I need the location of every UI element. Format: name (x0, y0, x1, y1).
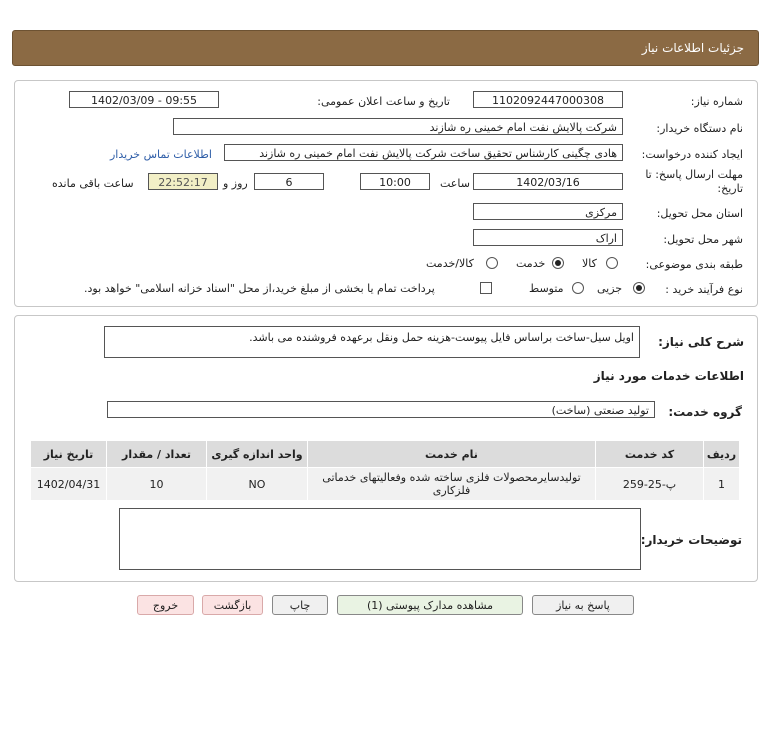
col-unit: واحد اندازه گیری (207, 441, 308, 468)
page-header (12, 30, 759, 66)
cell-need-date: 1402/04/31 (31, 468, 107, 501)
buyer-contact-link[interactable]: اطلاعات تماس خریدار (110, 148, 212, 161)
summary-label: شرح کلی نیاز: (658, 335, 744, 349)
service-group-field: تولید صنعتی (ساخت) (107, 401, 655, 418)
reply-button[interactable]: پاسخ به نیاز (532, 595, 634, 615)
summary-field: اویل سیل-ساخت براساس فایل پیوست-هزینه حمل ونقل برعهده فروشنده می باشد. (104, 326, 640, 358)
announce-date-field: 1402/03/09 - 09:55 (69, 91, 219, 108)
col-service-name: نام خدمت (308, 441, 596, 468)
category-radio-goods-service[interactable] (486, 257, 498, 269)
cell-row: 1 (704, 468, 740, 501)
deadline-time-label: ساعت (440, 177, 470, 190)
view-documents-button[interactable]: مشاهده مدارک پیوستی (1) (337, 595, 523, 615)
table-header-row (31, 441, 740, 468)
buyer-org-label: نام دستگاه خریدار: (656, 122, 743, 135)
province-field: مرکزی (473, 203, 623, 220)
category-option-goods: کالا (582, 257, 597, 270)
buyer-notes-label: توضیحات خریدار: (640, 533, 742, 547)
creator-label: ایجاد کننده درخواست: (641, 148, 743, 161)
treasury-payment-note: پرداخت تمام یا بخشی از مبلغ خرید،از محل "اسناد خزانه اسلامی" خواهد بود. (84, 282, 435, 295)
col-row: ردیف (704, 441, 740, 468)
creator-field: هادی چگینی کارشناس تحقیق ساخت شرکت پالایش نفت امام خمینی ره شازند (224, 144, 623, 161)
need-number-label: شماره نیاز: (690, 95, 743, 108)
category-label: طبقه بندی موضوعی: (645, 258, 743, 271)
col-quantity: تعداد / مقدار (107, 441, 207, 468)
services-section-title: اطلاعات خدمات مورد نیاز (593, 369, 744, 383)
print-button[interactable]: چاپ (272, 595, 328, 615)
deadline-label: مهلت ارسال پاسخ: تا تاریخ: (645, 168, 743, 195)
col-service-code: کد خدمت (596, 441, 704, 468)
col-need-date: تاریخ نیاز (31, 441, 107, 468)
city-label: شهر محل تحویل: (663, 233, 743, 246)
exit-button[interactable]: خروج (137, 595, 194, 615)
deadline-date-field: 1402/03/16 (473, 173, 623, 190)
process-option-medium: متوسط (529, 282, 564, 295)
days-label: روز و (223, 177, 248, 190)
remaining-time-label: ساعت باقی مانده (52, 177, 134, 190)
process-radio-minor[interactable] (633, 282, 645, 294)
table-row (31, 468, 740, 501)
process-option-minor: جزیی (597, 282, 623, 295)
remaining-days-field: 6 (254, 173, 324, 190)
service-group-label: گروه خدمت: (668, 405, 742, 419)
category-radio-service[interactable] (552, 257, 564, 269)
treasury-payment-checkbox[interactable] (480, 282, 492, 294)
page-title: جزئیات اطلاعات نیاز (641, 41, 744, 55)
category-option-goods-service: کالا/خدمت (426, 257, 474, 270)
category-option-service: خدمت (516, 257, 546, 270)
cell-quantity: 10 (107, 468, 207, 501)
cell-service-code: پ-25-259 (596, 468, 704, 501)
cell-service-name: تولیدسایرمحصولات فلزی ساخته شده وفعالیتهای خدماتی فلزکاری (308, 468, 596, 501)
remaining-time-field: 22:52:17 (148, 173, 218, 190)
process-label: نوع فرآیند خرید : (665, 283, 743, 296)
category-radio-goods[interactable] (606, 257, 618, 269)
services-table (30, 440, 740, 501)
buyer-org-field: شرکت پالایش نفت امام خمینی ره شازند (173, 118, 623, 135)
city-field: اراک (473, 229, 623, 246)
province-label: استان محل تحویل: (656, 207, 743, 220)
need-number-field: 1102092447000308 (473, 91, 623, 108)
deadline-time-field: 10:00 (360, 173, 430, 190)
announce-label: تاریخ و ساعت اعلان عمومی: (317, 95, 450, 108)
buyer-notes-field (119, 508, 641, 570)
cell-unit: NO (207, 468, 308, 501)
back-button[interactable]: بازگشت (202, 595, 263, 615)
process-radio-medium[interactable] (572, 282, 584, 294)
